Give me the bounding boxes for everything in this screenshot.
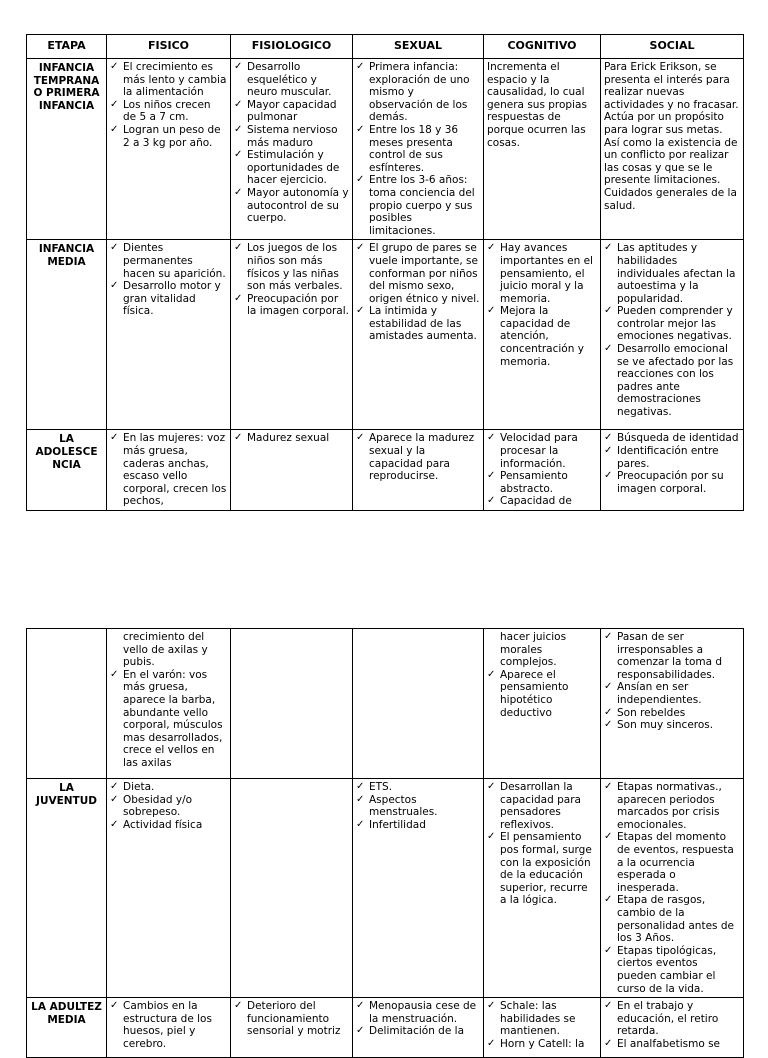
list-item-text: Los juegos de los niños son más físicos y las niñas son más verbales. — [247, 242, 343, 293]
list-item-text: En el varón: vos más gruesa, aparece la barba, abundante vello corporal, músculos mas desarrollados, crece el vellos en las axilas — [123, 668, 223, 769]
checkmark-icon: ✓ — [110, 242, 119, 254]
cognitivo-continuation: hacer juicios morales complejos. — [500, 631, 567, 669]
table-row — [27, 430, 744, 511]
social-cell — [601, 430, 744, 511]
list-item-text: Capacidad de — [500, 495, 572, 508]
header-row — [27, 35, 744, 59]
checkmark-icon: ✓ — [604, 305, 613, 317]
bullet-list — [604, 631, 740, 732]
sexual-cell — [353, 240, 484, 430]
page-2 — [26, 628, 743, 1050]
stage-cell — [27, 629, 107, 779]
list-item-text: ETS. — [369, 781, 393, 793]
list-item — [604, 681, 740, 706]
checkmark-icon: ✓ — [604, 631, 613, 642]
bullet-list — [110, 669, 227, 770]
fisico-cell — [107, 240, 231, 430]
list-item — [110, 794, 227, 819]
fisico-cell — [107, 998, 231, 1058]
bullet-list — [356, 242, 480, 343]
list-item — [487, 470, 597, 495]
list-item — [487, 495, 597, 508]
checkmark-icon: ✓ — [110, 1000, 119, 1012]
list-item-text: Desarrollo motor y gran vitalidad física. — [123, 280, 221, 318]
list-item-text: Los niños crecen de 5 a 7 cm. — [123, 98, 211, 124]
table-row — [27, 779, 744, 998]
checkmark-icon: ✓ — [234, 186, 243, 198]
fisico-cell — [107, 430, 231, 511]
list-item-text: Aparece la madurez sexual y la capacidad para reproducirse. — [369, 432, 475, 483]
checkmark-icon: ✓ — [234, 292, 243, 304]
sexual-cell — [353, 629, 484, 779]
fisiologico-cell — [231, 779, 353, 998]
list-item — [604, 781, 740, 831]
list-item — [110, 432, 227, 508]
list-item — [487, 1000, 597, 1038]
checkmark-icon: ✓ — [234, 1000, 243, 1012]
fisiologico-cell — [231, 240, 353, 430]
list-item-text: Son muy sinceros. — [617, 719, 714, 732]
cognitivo-cell — [484, 629, 601, 779]
fisico-cell — [107, 779, 231, 998]
list-item-text: Ansían en ser independientes. — [617, 681, 702, 706]
stage-cell: INFANCIA TEMPRANA O PRIMERA INFANCIA — [27, 59, 107, 240]
social-cell — [601, 629, 744, 779]
paragraph: Así como la existencia de un conflicto por realizar las cosas y que se le presente limitaciones. — [604, 136, 738, 187]
list-item — [234, 149, 349, 187]
bullet-list — [234, 242, 349, 318]
checkmark-icon: ✓ — [487, 831, 496, 843]
checkmark-icon: ✓ — [487, 1037, 496, 1049]
list-item — [604, 945, 740, 995]
list-item-text: Sistema nervioso más maduro — [247, 123, 338, 149]
table-row — [27, 59, 744, 240]
checkmark-icon: ✓ — [356, 1000, 365, 1012]
list-item-text: Velocidad para procesar la información. — [500, 432, 578, 470]
list-item — [487, 669, 597, 719]
header-cognitivo: COGNITIVO — [484, 35, 601, 59]
list-item — [356, 781, 480, 794]
social-cell — [601, 59, 744, 240]
checkmark-icon: ✓ — [604, 242, 613, 254]
stage-cell: LA ADOLESCE NCIA — [27, 430, 107, 511]
list-item-text: El grupo de pares se vuele importante, se conforman por niños del mismo sexo, origen étnico y nivel. — [369, 242, 480, 305]
bullet-list — [234, 61, 349, 225]
fisico-cell — [107, 629, 231, 779]
bullet-list — [487, 432, 597, 508]
paragraph: Incrementa el espacio y la causalidad, lo cual genera sus propias respuestas de porque ocurren las cosas. — [487, 61, 587, 149]
cognitivo-cell — [484, 59, 601, 240]
checkmark-icon: ✓ — [604, 444, 613, 456]
list-item-text: Deterioro del funcionamiento sensorial y motriz — [247, 1000, 341, 1038]
checkmark-icon: ✓ — [110, 280, 119, 292]
list-item — [234, 432, 349, 445]
stage-cell: LA ADULTEZ MEDIA — [27, 998, 107, 1058]
checkmark-icon: ✓ — [234, 432, 243, 444]
paragraph: Cuidados generales de la salud. — [604, 186, 737, 212]
bullet-list — [234, 432, 349, 445]
stage-cell: LA JUVENTUD — [27, 779, 107, 998]
checkmark-icon: ✓ — [356, 242, 365, 254]
checkmark-icon: ✓ — [604, 944, 613, 956]
list-item — [356, 1025, 480, 1038]
checkmark-icon: ✓ — [487, 781, 496, 792]
cognitivo-cell — [484, 998, 601, 1058]
checkmark-icon: ✓ — [487, 495, 496, 507]
list-item-text: Delimitación de la — [369, 1025, 464, 1038]
list-item — [356, 174, 480, 237]
list-item-text: Pasan de ser irresponsables a comenzar la toma d responsabilidades. — [617, 631, 723, 681]
list-item-text: Identificación entre pares. — [617, 444, 719, 470]
checkmark-icon: ✓ — [110, 781, 119, 792]
paragraph: Actúa por un propósito para lograr sus metas. — [604, 111, 724, 136]
list-item-text: Obesidad y/o sobrepeso. — [123, 793, 193, 819]
list-item-text: Pensamiento abstracto. — [500, 470, 568, 495]
list-item — [356, 432, 480, 482]
bullet-list — [234, 1000, 349, 1038]
list-item — [604, 1038, 740, 1051]
bullet-list — [356, 781, 480, 831]
checkmark-icon: ✓ — [356, 781, 365, 792]
list-item — [604, 719, 740, 732]
list-item-text: Desarrollo esquelético y neuro muscular. — [247, 61, 332, 99]
list-item-text: Actividad física — [123, 818, 203, 831]
checkmark-icon: ✓ — [356, 793, 365, 805]
list-item-text: Dientes permanentes hacen su aparición. — [123, 242, 226, 280]
list-item-text: Búsqueda de identidad — [617, 432, 739, 445]
list-item-text: Preocupación por su imagen corporal. — [617, 470, 724, 495]
header-fisico: FISICO — [107, 35, 231, 59]
checkmark-icon: ✓ — [604, 1000, 613, 1012]
fisiologico-cell — [231, 998, 353, 1058]
list-item-text: Madurez sexual — [247, 432, 330, 445]
checkmark-icon: ✓ — [356, 305, 365, 317]
list-item — [604, 707, 740, 720]
checkmark-icon: ✓ — [234, 149, 243, 161]
checkmark-icon: ✓ — [356, 1025, 365, 1037]
list-item — [234, 187, 349, 225]
checkmark-icon: ✓ — [604, 470, 613, 482]
list-item-text: Desarrollo emocional se ve afectado por las reacciones con los padres ante demostraciones negativas. — [617, 343, 734, 419]
fisiologico-cell — [231, 430, 353, 511]
checkmark-icon: ✓ — [110, 432, 119, 444]
list-item-text: Menopausia cese de la menstruación. — [369, 1000, 477, 1025]
list-item — [356, 61, 480, 124]
list-item — [604, 894, 740, 944]
list-item — [604, 1000, 740, 1038]
list-item-text: El pensamiento pos formal, surge con la exposición de la educación superior, recurre a la lógica. — [500, 831, 592, 907]
checkmark-icon: ✓ — [604, 831, 613, 843]
checkmark-icon: ✓ — [356, 123, 365, 135]
list-item — [110, 1000, 227, 1050]
list-item-text: Infertilidad — [369, 818, 426, 831]
bullet-list — [604, 781, 740, 995]
sexual-cell — [353, 430, 484, 511]
list-item-text: Etapas tipológicas, ciertos eventos pueden cambiar el curso de la vida. — [617, 944, 717, 995]
bullet-list — [110, 432, 227, 508]
list-item-text: Mayor autonomía y autocontrol de su cuerpo. — [247, 186, 349, 225]
header-fisiologico: FISIOLOGICO — [231, 35, 353, 59]
checkmark-icon: ✓ — [110, 818, 119, 830]
checkmark-icon: ✓ — [487, 1000, 496, 1012]
list-item — [487, 1038, 597, 1051]
list-item-text: Aparece el pensamiento hipotético deductivo — [500, 668, 569, 719]
list-item — [234, 1000, 349, 1038]
list-item-text: Hay avances importantes en el pensamiento, el juicio moral y la memoria. — [500, 242, 593, 305]
list-item-text: Schale: las habilidades se mantienen. — [500, 1000, 576, 1038]
list-item-text: Preocupación por la imagen corporal. — [247, 292, 349, 318]
checkmark-icon: ✓ — [234, 242, 243, 254]
checkmark-icon: ✓ — [487, 305, 496, 317]
checkmark-icon: ✓ — [110, 98, 119, 110]
list-item — [487, 242, 597, 305]
list-item — [604, 432, 740, 445]
paragraph: Para Erick Erikson, se presenta el interés para realizar nuevas actividades y no fracasar. — [604, 61, 739, 111]
table-row — [27, 998, 744, 1058]
checkmark-icon: ✓ — [356, 818, 365, 830]
header-sexual: SEXUAL — [353, 35, 484, 59]
bullet-list — [604, 242, 740, 418]
checkmark-icon: ✓ — [356, 174, 365, 186]
bullet-list — [487, 1000, 597, 1050]
list-item — [604, 305, 740, 343]
list-item-text: Entre los 3-6 años: toma conciencia del propio cuerpo y sus posibles limitaciones. — [369, 174, 475, 237]
checkmark-icon: ✓ — [487, 668, 496, 680]
list-item-text: Mejora la capacidad de atención, concentración y memoria. — [500, 305, 584, 368]
list-item — [234, 242, 349, 292]
bullet-list — [487, 242, 597, 368]
bullet-list — [487, 781, 597, 907]
list-item-text: Logran un peso de 2 a 3 kg por año. — [123, 123, 221, 149]
bullet-list — [110, 242, 227, 318]
checkmark-icon: ✓ — [604, 681, 613, 693]
list-item-text: Etapas normativas., aparecen periodos marcados por crisis emocionales. — [617, 781, 722, 831]
list-item-text: Estimulación y oportunidades de hacer ejercicio. — [247, 149, 340, 187]
list-item — [604, 445, 740, 470]
checkmark-icon: ✓ — [604, 894, 613, 906]
fisiologico-cell — [231, 59, 353, 240]
list-item-text: Desarrollan la capacidad para pensadores reflexivos. — [500, 781, 581, 831]
list-item — [487, 781, 597, 831]
checkmark-icon: ✓ — [234, 98, 243, 110]
checkmark-icon: ✓ — [110, 793, 119, 805]
sexual-cell — [353, 59, 484, 240]
list-item-text: El crecimiento es más lento y cambia la alimentación — [123, 61, 227, 99]
social-cell — [601, 240, 744, 430]
list-item — [487, 831, 597, 907]
checkmark-icon: ✓ — [110, 123, 119, 135]
list-item — [234, 124, 349, 149]
list-item-text: Entre los 18 y 36 meses presenta control de sus esfínteres. — [369, 123, 459, 174]
checkmark-icon: ✓ — [604, 706, 613, 718]
checkmark-icon: ✓ — [604, 432, 613, 444]
checkmark-icon: ✓ — [356, 61, 365, 72]
list-item — [356, 124, 480, 174]
bullet-list — [356, 61, 480, 237]
list-item-text: Son rebeldes — [617, 706, 686, 719]
list-item — [356, 819, 480, 832]
checkmark-icon: ✓ — [604, 1037, 613, 1049]
list-item-text: Las aptitudes y habilidades individuales afectan la autoestima y la popularidad. — [617, 242, 736, 305]
list-item-text: Aspectos menstruales. — [369, 793, 438, 819]
list-item — [604, 631, 740, 681]
social-cell — [601, 779, 744, 998]
bullet-list — [110, 781, 227, 831]
list-item-text: En el trabajo y educación, el retiro retarda. — [617, 1000, 719, 1038]
cognitivo-cell — [484, 779, 601, 998]
list-item — [234, 293, 349, 318]
development-table-page-1 — [26, 34, 744, 511]
list-item — [110, 819, 227, 832]
cognitivo-cell — [484, 240, 601, 430]
list-item — [110, 781, 227, 794]
checkmark-icon: ✓ — [487, 470, 496, 482]
list-item — [604, 343, 740, 419]
list-item-text: Primera infancia: exploración de uno mismo y observación de los demás. — [369, 61, 470, 124]
checkmark-icon: ✓ — [604, 343, 613, 355]
fisiologico-cell — [231, 629, 353, 779]
fisico-continuation: crecimiento del vello de axilas y pubis. — [123, 631, 208, 669]
fisico-cell — [107, 59, 231, 240]
list-item — [234, 61, 349, 99]
sexual-cell — [353, 779, 484, 998]
list-item — [110, 124, 227, 149]
list-item — [356, 242, 480, 305]
bullet-list — [487, 669, 597, 719]
bullet-list — [356, 432, 480, 482]
checkmark-icon: ✓ — [110, 61, 119, 72]
checkmark-icon: ✓ — [487, 432, 496, 444]
list-item-text: Cambios en la estructura de los huesos, piel y cerebro. — [123, 1000, 212, 1050]
list-item — [356, 1000, 480, 1025]
table-row — [27, 629, 744, 779]
list-item-text: Etapa de rasgos, cambio de la personalidad antes de los 3 Años. — [617, 894, 734, 945]
checkmark-icon: ✓ — [110, 668, 119, 680]
list-item — [604, 470, 740, 495]
list-item-text: En las mujeres: voz más gruesa, caderas anchas, escaso vello corporal, crecen los pechos, — [123, 432, 227, 508]
social-cell — [601, 998, 744, 1058]
table-row — [27, 240, 744, 430]
list-item — [234, 99, 349, 124]
list-item-text: La intimida y estabilidad de las amistades aumenta. — [369, 305, 477, 343]
development-table-page-2 — [26, 628, 744, 1058]
list-item — [487, 432, 597, 470]
bullet-list — [356, 1000, 480, 1038]
list-item — [110, 61, 227, 99]
checkmark-icon: ✓ — [234, 123, 243, 135]
checkmark-icon: ✓ — [487, 242, 496, 254]
list-item-text: Mayor capacidad pulmonar — [247, 98, 337, 124]
list-item — [110, 669, 227, 770]
list-item-text: Etapas del momento de eventos, respuesta a la ocurrencia esperada o inesperada. — [617, 831, 734, 894]
list-item-text: Dieta. — [123, 781, 155, 793]
bullet-list — [110, 1000, 227, 1050]
list-item — [604, 242, 740, 305]
header-social: SOCIAL — [601, 35, 744, 59]
list-item — [356, 794, 480, 819]
list-item-text: El analfabetismo se — [617, 1037, 721, 1050]
page-1 — [26, 34, 743, 511]
bullet-list — [604, 432, 740, 495]
sexual-cell — [353, 998, 484, 1058]
list-item — [356, 305, 480, 343]
list-item-text: Pueden comprender y controlar mejor las emociones negativas. — [617, 305, 733, 343]
list-item — [487, 305, 597, 368]
bullet-list — [604, 1000, 740, 1050]
list-item — [110, 280, 227, 318]
checkmark-icon: ✓ — [604, 781, 613, 792]
checkmark-icon: ✓ — [234, 61, 243, 72]
checkmark-icon: ✓ — [356, 432, 365, 444]
bullet-list — [110, 61, 227, 149]
cognitivo-cell — [484, 430, 601, 511]
header-etapa: ETAPA — [27, 35, 107, 59]
list-item — [604, 831, 740, 894]
list-item — [110, 242, 227, 280]
checkmark-icon: ✓ — [604, 719, 613, 731]
list-item — [110, 99, 227, 124]
stage-cell: INFANCIA MEDIA — [27, 240, 107, 430]
list-item-text: Horn y Catell: la — [500, 1037, 585, 1050]
